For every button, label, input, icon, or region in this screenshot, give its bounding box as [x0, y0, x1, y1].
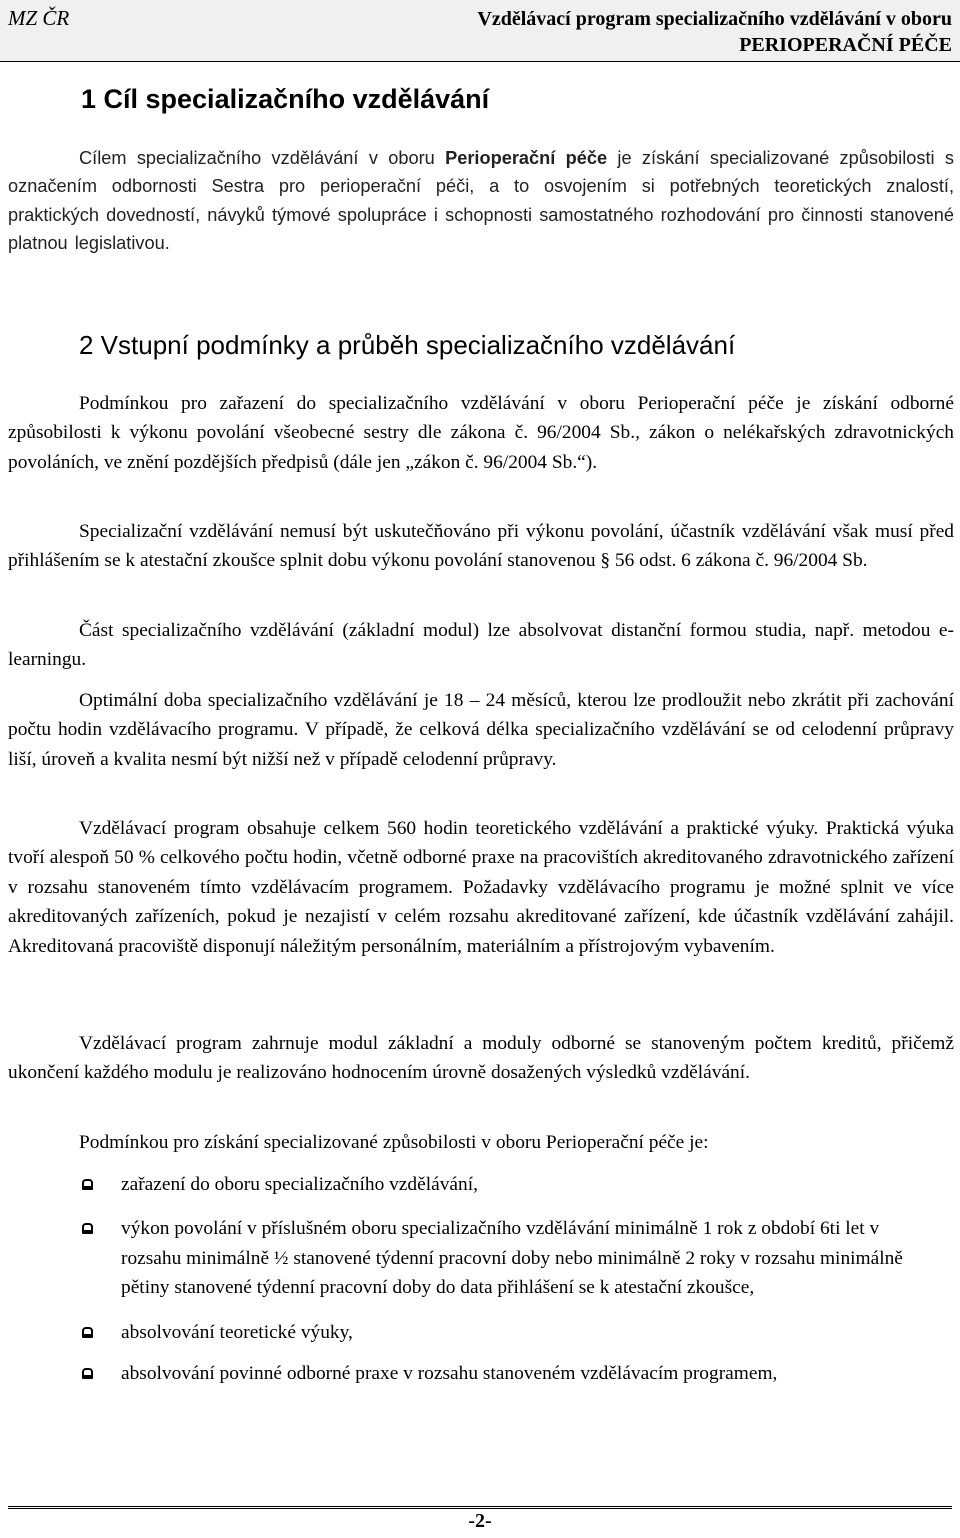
section1-text-before: Cílem specializačního vzdělávání v oboru: [79, 148, 446, 168]
list-item: zařazení do oboru specializačního vzdělávání,: [78, 1170, 938, 1199]
list-item: absolvování povinné odborné praxe v rozsahu stanoveném vzdělávacím programem,: [78, 1359, 938, 1388]
checkbox-bullet-icon: [82, 1179, 93, 1190]
footer-divider: [8, 1506, 952, 1509]
section2-paragraph-5: Vzdělávací program obsahuje celkem 560 hodin teoretického vzdělávání a praktické výuky. Praktická výuka tvoří alespoň 50 % celkového počtu hodin, včetně odborné praxe na pracovištích akreditovaného zdravotnického zařízení v rozsahu stanoveném tímto vzdělávacím programem. Požadavky vzdělávacího programu je možné splnit ve více akreditovaných zařízeních, pokud je nezajistí v celém rozsahu akreditované zařízení, kde účastník vzdělávání zahájil. Akreditovaná pracoviště disponují náležitým personálním, materiálním a přístrojovým vybavením.: [8, 818, 954, 957]
section2-heading: 2 Vstupní podmínky a průběh specializačního vzdělávání: [79, 330, 736, 360]
section1-heading: 1 Cíl specializačního vzdělávání: [81, 84, 490, 114]
checkbox-bullet-icon: [82, 1368, 93, 1379]
document-header: [0, 0, 960, 62]
requirements-list: [78, 1170, 938, 1403]
header-title-line1: Vzdělávací program specializačního vzdělávání v oboru: [477, 8, 952, 30]
section2-paragraph-7: Podmínkou pro získání specializované způsobilosti v oboru Perioperační péče je:: [79, 1132, 709, 1153]
section2-paragraph-6: Vzdělávací program zahrnuje modul základní a moduly odborné se stanoveným počtem kreditů, přičemž ukončení každého modulu je realizováno hodnocením úrovně dosažených výsledků vzdělávání.: [8, 1033, 954, 1084]
section2-paragraph-2: Specializační vzdělávání nemusí být uskutečňováno při výkonu povolání, účastník vzdělávání však musí před přihlášením se k atestační zkoušce splnit dobu výkonu povolání stanovenou § 56 odst. 6 zákona č. 96/2004 Sb.: [8, 521, 954, 572]
section1-text-bold: Perioperační péče: [445, 148, 608, 168]
section2-paragraph-3: Část specializačního vzdělávání (základní modul) lze absolvovat distanční formou studia, např. metodou e-learningu.: [8, 620, 954, 671]
list-item: výkon povolání v příslušném oboru specializačního vzdělávání minimálně 1 rok z období 6ti let v rozsahu minimálně ½ stanovené týdenní pracovní doby nebo minimálně 2 roky v rozsahu minimálně pětiny stanovené týdenní pracovní doby do data přihlášení se k atestační zkoušce,: [78, 1214, 938, 1302]
section1-paragraph: [8, 144, 954, 258]
page-number: -2-: [468, 1510, 492, 1532]
section2-paragraph-4: Optimální doba specializačního vzdělávání je 18 – 24 měsíců, kterou lze prodloužit nebo zkrátit při zachování počtu hodin vzdělávacího programu. V případě, že celková délka specializačního vzdělávání se od celodenní průpravy liší, úroveň a kvalita nesmí být nižší než v případě celodenní průpravy.: [8, 690, 954, 770]
checkbox-bullet-icon: [82, 1327, 93, 1338]
section1-text-after: je získání specializované způsobilosti s označením odbornosti Sestra pro perioperační péči, a to osvojením si potřebných teoretických znalostí, praktických dovedností, návyků týmové spolupráce i schopnosti samostatného rozhodování pro činnosti stanovené platnou legislativou.: [8, 148, 954, 254]
header-ministry-label: MZ ČR: [8, 6, 70, 30]
checkbox-bullet-icon: [82, 1223, 93, 1234]
list-item: absolvování teoretické výuky,: [78, 1318, 938, 1347]
section2-paragraph-1: Podmínkou pro zařazení do specializačního vzdělávání v oboru Perioperační péče je získání odborné způsobilosti k výkonu povolání všeobecné sestry dle zákona č. 96/2004 Sb., zákon o nelékařských zdravotnických povoláních, ve znění pozdějších předpisů (dále jen „zákon č. 96/2004 Sb.“).: [8, 393, 954, 473]
header-title-line2: PERIOPERAČNÍ PÉČE: [739, 34, 952, 56]
header-program-title: [477, 6, 952, 58]
